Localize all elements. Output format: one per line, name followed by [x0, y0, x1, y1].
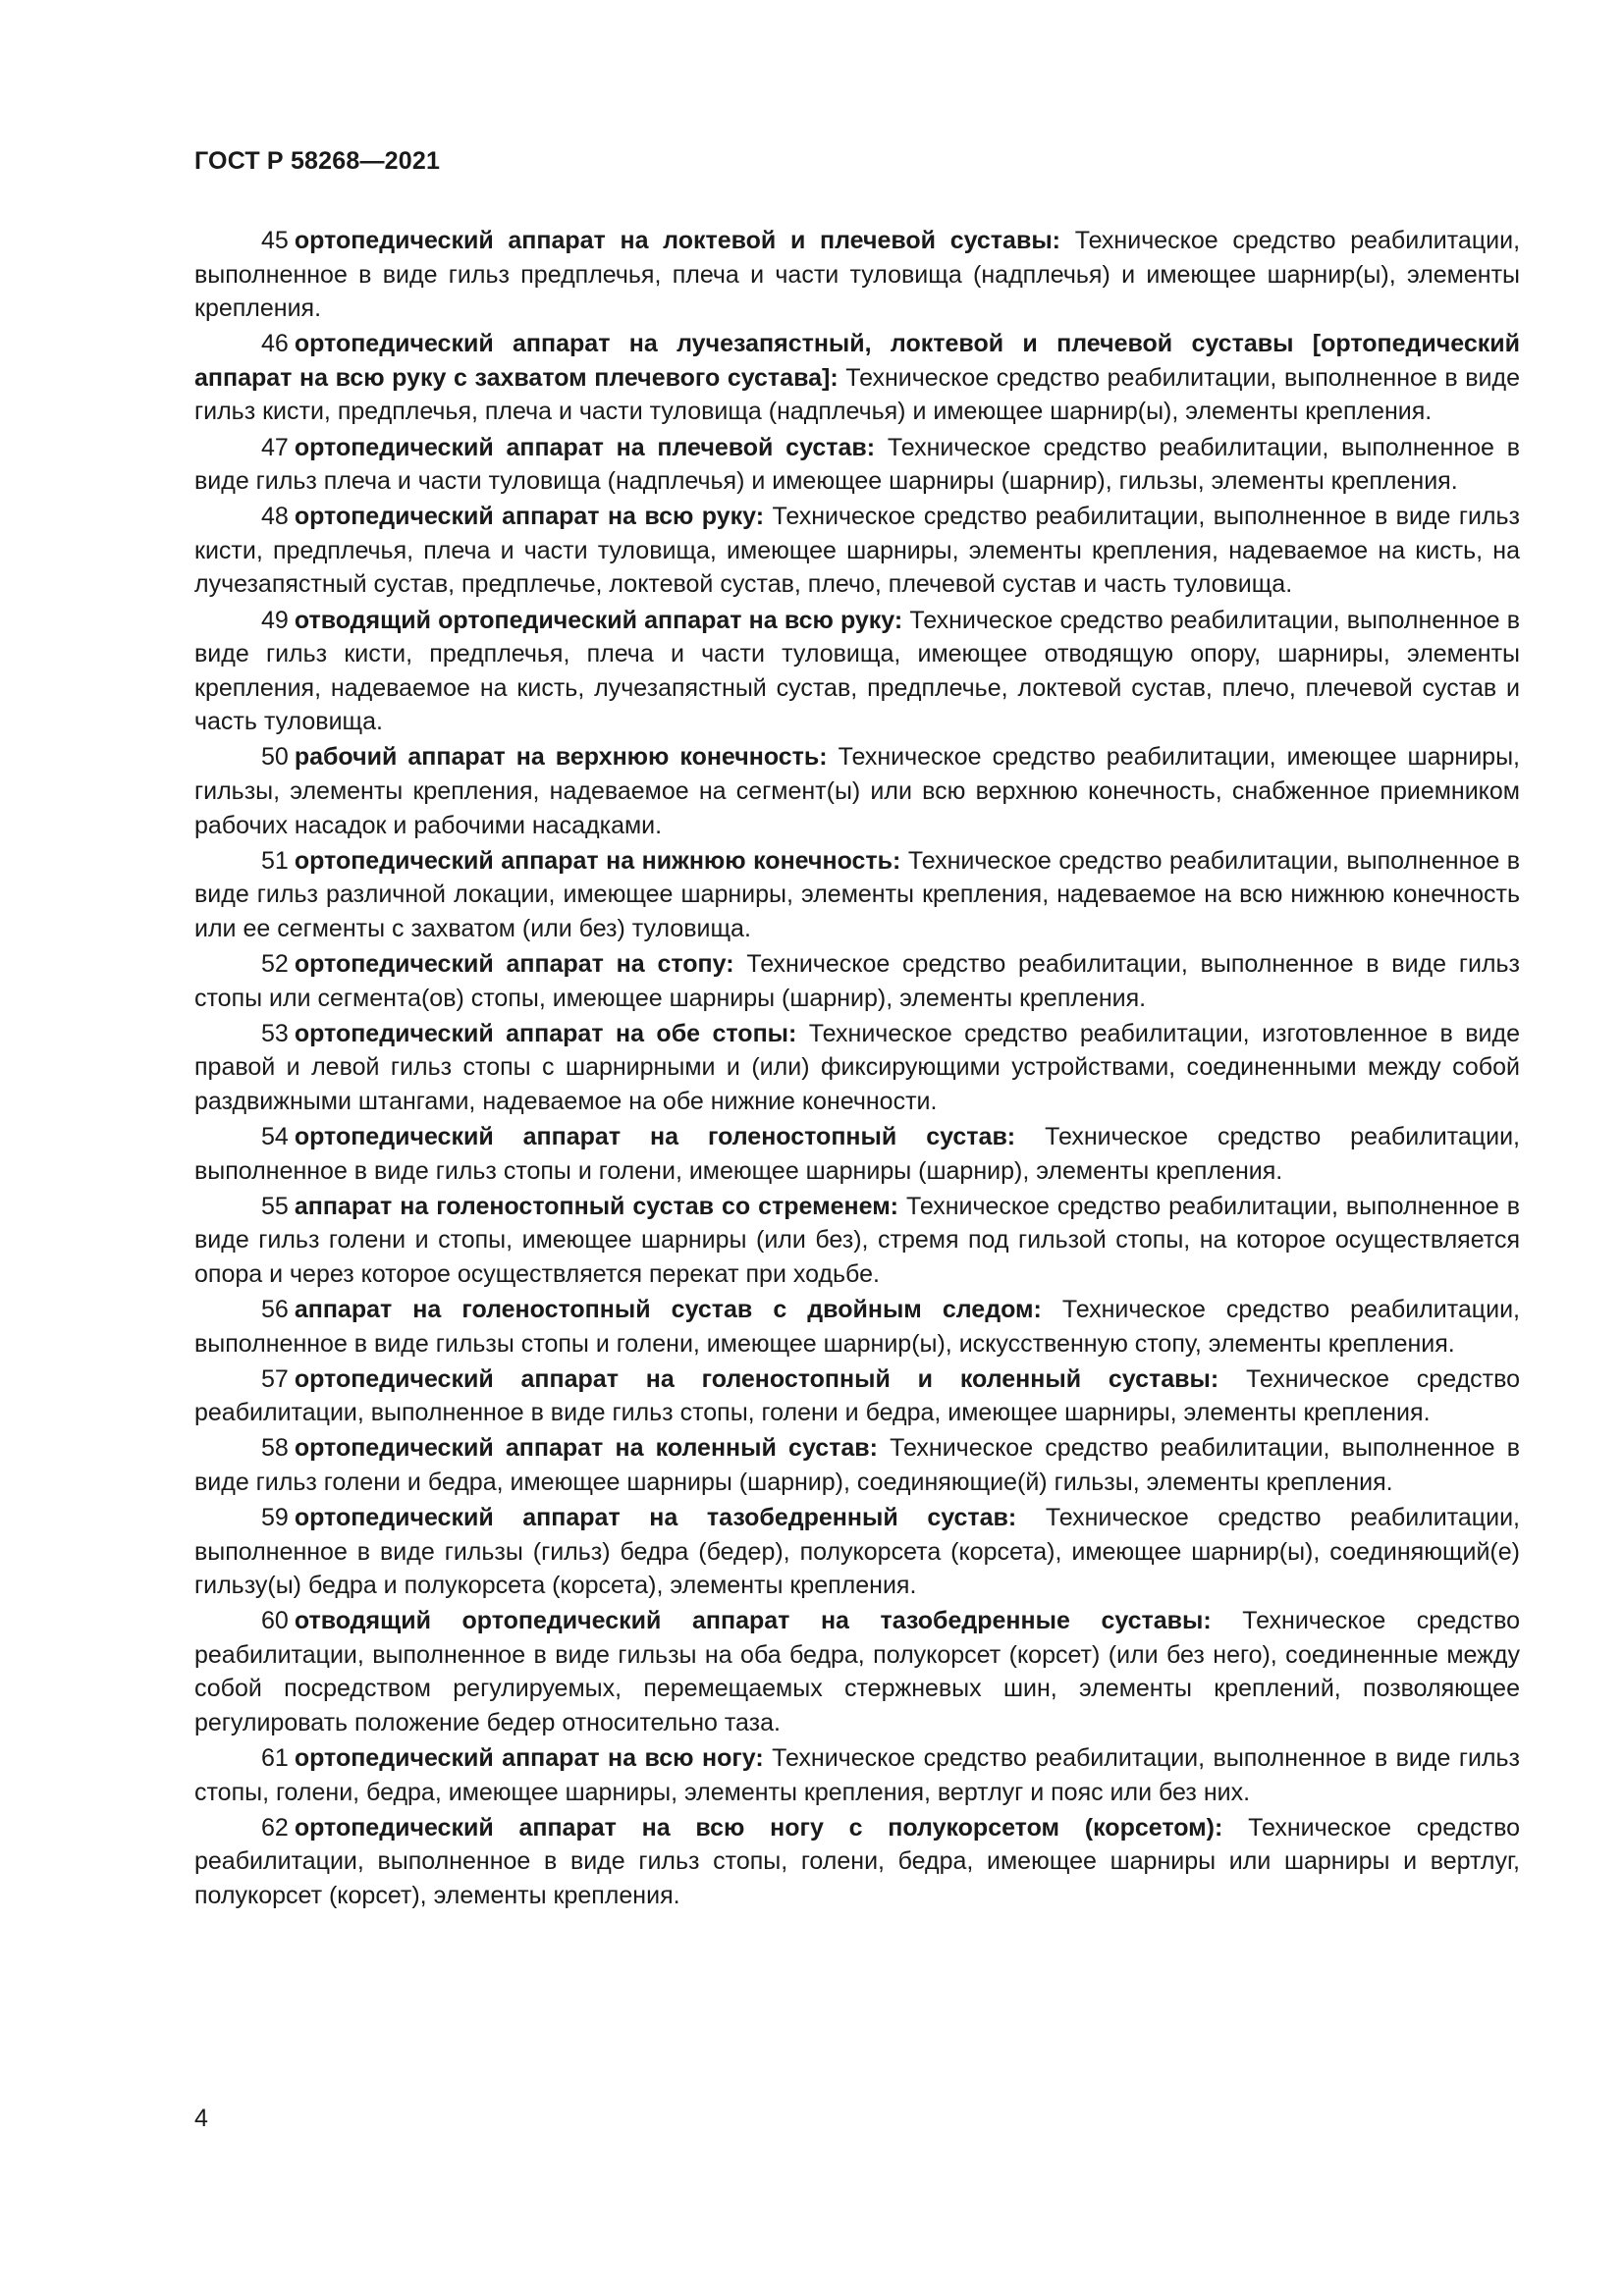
term-definition: Техническое средство реабилитации, выполненное в виде гильз стопы и голени, имеющее шарниры (шарнир), элементы крепления.	[194, 1122, 1520, 1185]
term-title: ортопедический аппарат на лучезапястный, локтевой и плечевой суставы [ортопедический аппарат на всю руку с захватом плечевого сустава]:	[194, 330, 1520, 392]
term-number: 55	[261, 1192, 289, 1220]
term-title: ортопедический аппарат на коленный сустав:	[294, 1434, 878, 1463]
term-definition: Техническое средство реабилитации, выполненное в виде гильзы стопы и голени, имеющее шарнир(ы), искусственную стопу, элементы крепления.	[194, 1295, 1520, 1358]
term-definition: Техническое средство реабилитации, изготовленное в виде правой и левой гильз стопы с шарнирными и (или) фиксирующими устройствами, соединенными между собой раздвижными штангами, надеваемое на обе нижние конечности.	[194, 1019, 1520, 1115]
term-entry-54	[194, 1120, 1520, 1188]
term-title: ортопедический аппарат на обе стопы:	[294, 1019, 797, 1047]
term-entry-60	[194, 1604, 1520, 1739]
term-title: ортопедический аппарат на стопу:	[294, 949, 734, 978]
term-definition: Техническое средство реабилитации, выполненное в виде гильз кисти, предплечья, плеча и части туловища (надплечья) и имеющее шарнир(ы), элементы крепления.	[194, 363, 1520, 426]
term-title: аппарат на голеностопный сустав со стременем:	[294, 1192, 899, 1220]
term-title: аппарат на голеностопный сустав с двойным следом:	[294, 1295, 1042, 1323]
term-title: ортопедический аппарат на голеностопный и коленный суставы:	[294, 1364, 1219, 1393]
term-definition: Техническое средство реабилитации, выполненное в виде гильзы на оба бедра, полукорсет (корсет) (или без него), соединенные между собой посредством регулируемых, перемещаемых стержневых шин, элементы креплений, позволяющее регулировать положение бедер относительно таза.	[194, 1607, 1521, 1737]
term-title: ортопедический аппарат на голеностопный сустав:	[294, 1122, 1016, 1150]
term-number: 53	[261, 1019, 289, 1047]
term-entry-47	[194, 431, 1520, 499]
term-definition: Техническое средство реабилитации, выполненное в виде гильз кисти, предплечья, плеча и части туловища, имеющее отводящую опору, шарниры, элементы крепления, надеваемое на кисть, лучезапястный сустав, предплечье, локтевой сустав, плечо, плечевой сустав и часть туловища.	[194, 606, 1520, 736]
term-number: 48	[261, 503, 289, 531]
term-title: ортопедический аппарат на тазобедренный сустав:	[294, 1503, 1017, 1531]
term-entry-46	[194, 327, 1520, 429]
term-entry-45	[194, 224, 1520, 326]
term-entry-61	[194, 1741, 1520, 1809]
term-number: 51	[261, 846, 289, 875]
term-number: 56	[261, 1295, 289, 1323]
term-number: 52	[261, 949, 289, 978]
term-entry-56	[194, 1293, 1520, 1361]
term-entry-55	[194, 1190, 1520, 1292]
term-definition: Техническое средство реабилитации, выполненное в виде гильз стопы или сегмента(ов) стопы, имеющее шарниры (шарнир), элементы крепления.	[194, 949, 1520, 1012]
term-entry-51	[194, 844, 1520, 946]
term-entry-62	[194, 1811, 1520, 1913]
term-title: ортопедический аппарат на всю ногу с полукорсетом (корсетом):	[294, 1813, 1223, 1842]
term-entry-49	[194, 604, 1520, 739]
term-definition: Техническое средство реабилитации, выполненное в виде гильзы (гильз) бедра (бедер), полукорсета (корсета), имеющее шарнир(ы), соединяющий(е) гильзу(ы) бедра и полукорсета (корсета), элементы крепления.	[194, 1503, 1520, 1600]
term-definition: Техническое средство реабилитации, выполненное в виде гильз предплечья, плеча и части туловища (надплечья) и имеющее шарнир(ы), элементы крепления.	[194, 227, 1521, 323]
term-title: ортопедический аппарат на всю ногу:	[294, 1744, 764, 1773]
term-definition: Техническое средство реабилитации, имеющее шарниры, гильзы, элементы крепления, надеваемое на сегмент(ы) или всю верхнюю конечность, снабженное приемником рабочих насадок и рабочими насадками.	[194, 743, 1520, 839]
term-entry-50	[194, 740, 1520, 842]
term-number: 45	[261, 227, 289, 254]
page-number: 4	[194, 2105, 208, 2132]
terms-list	[194, 224, 1520, 1914]
term-definition: Техническое средство реабилитации, выполненное в виде гильз голени и бедра, имеющее шарниры (шарнир), соединяющие(й) гильзы, элементы крепления.	[194, 1434, 1520, 1496]
term-definition: Техническое средство реабилитации, выполненное в виде гильз плеча и части туловища (надплечья) и имеющее шарниры (шарнир), гильзы, элементы крепления.	[194, 433, 1520, 496]
term-number: 58	[261, 1434, 289, 1463]
term-definition: Техническое средство реабилитации, выполненное в виде гильз кисти, предплечья, плеча и части туловища, имеющее шарниры, элементы крепления, надеваемое на кисть, на лучезапястный сустав, предплечье, локтевой сустав, плечо, плечевой сустав и часть туловища.	[194, 503, 1520, 599]
term-number: 57	[261, 1364, 289, 1393]
term-title: отводящий ортопедический аппарат на тазобедренные суставы:	[294, 1607, 1212, 1635]
term-definition: Техническое средство реабилитации, выполненное в виде гильз голени и стопы, имеющее шарниры (или без), стремя под гильзой стопы, на которое осуществляется опора и через которое осуществляется перекат при ходьбе.	[194, 1192, 1520, 1288]
term-entry-48	[194, 500, 1520, 602]
term-entry-52	[194, 947, 1520, 1015]
term-title: ортопедический аппарат на всю руку:	[294, 503, 765, 531]
term-title: ортопедический аппарат на локтевой и плечевой суставы:	[294, 227, 1061, 254]
term-number: 49	[261, 606, 289, 634]
term-number: 60	[261, 1607, 289, 1635]
term-number: 61	[261, 1744, 289, 1773]
term-entry-57	[194, 1362, 1520, 1430]
document-header: ГОСТ Р 58268—2021	[194, 147, 441, 175]
term-definition: Техническое средство реабилитации, выполненное в виде гильз стопы, голени, бедра, имеющее шарниры, элементы крепления, вертлуг и пояс или без них.	[194, 1744, 1520, 1806]
term-number: 59	[261, 1503, 289, 1531]
term-number: 54	[261, 1122, 289, 1150]
term-title: рабочий аппарат на верхнюю конечность:	[294, 743, 828, 772]
term-title: ортопедический аппарат на нижнюю конечность:	[294, 846, 901, 875]
term-definition: Техническое средство реабилитации, выполненное в виде гильз различной локации, имеющее шарниры, элементы крепления, надеваемое на всю нижнюю конечность или ее сегменты с захватом (или без) туловища.	[194, 846, 1521, 942]
term-title: ортопедический аппарат на плечевой сустав:	[294, 433, 876, 461]
term-definition: Техническое средство реабилитации, выполненное в виде гильз стопы, голени, бедра, имеющее шарниры или шарниры и вертлуг, полукорсет (корсет), элементы крепления.	[194, 1813, 1521, 1909]
term-entry-59	[194, 1501, 1520, 1603]
term-number: 46	[261, 330, 289, 358]
term-title: отводящий ортопедический аппарат на всю руку:	[294, 606, 903, 634]
term-number: 50	[261, 743, 289, 772]
term-definition: Техническое средство реабилитации, выполненное в виде гильз стопы, голени и бедра, имеющее шарниры, элементы крепления.	[194, 1364, 1521, 1427]
term-entry-53	[194, 1017, 1520, 1119]
term-entry-58	[194, 1431, 1520, 1499]
term-number: 47	[261, 433, 289, 461]
term-number: 62	[261, 1813, 289, 1842]
